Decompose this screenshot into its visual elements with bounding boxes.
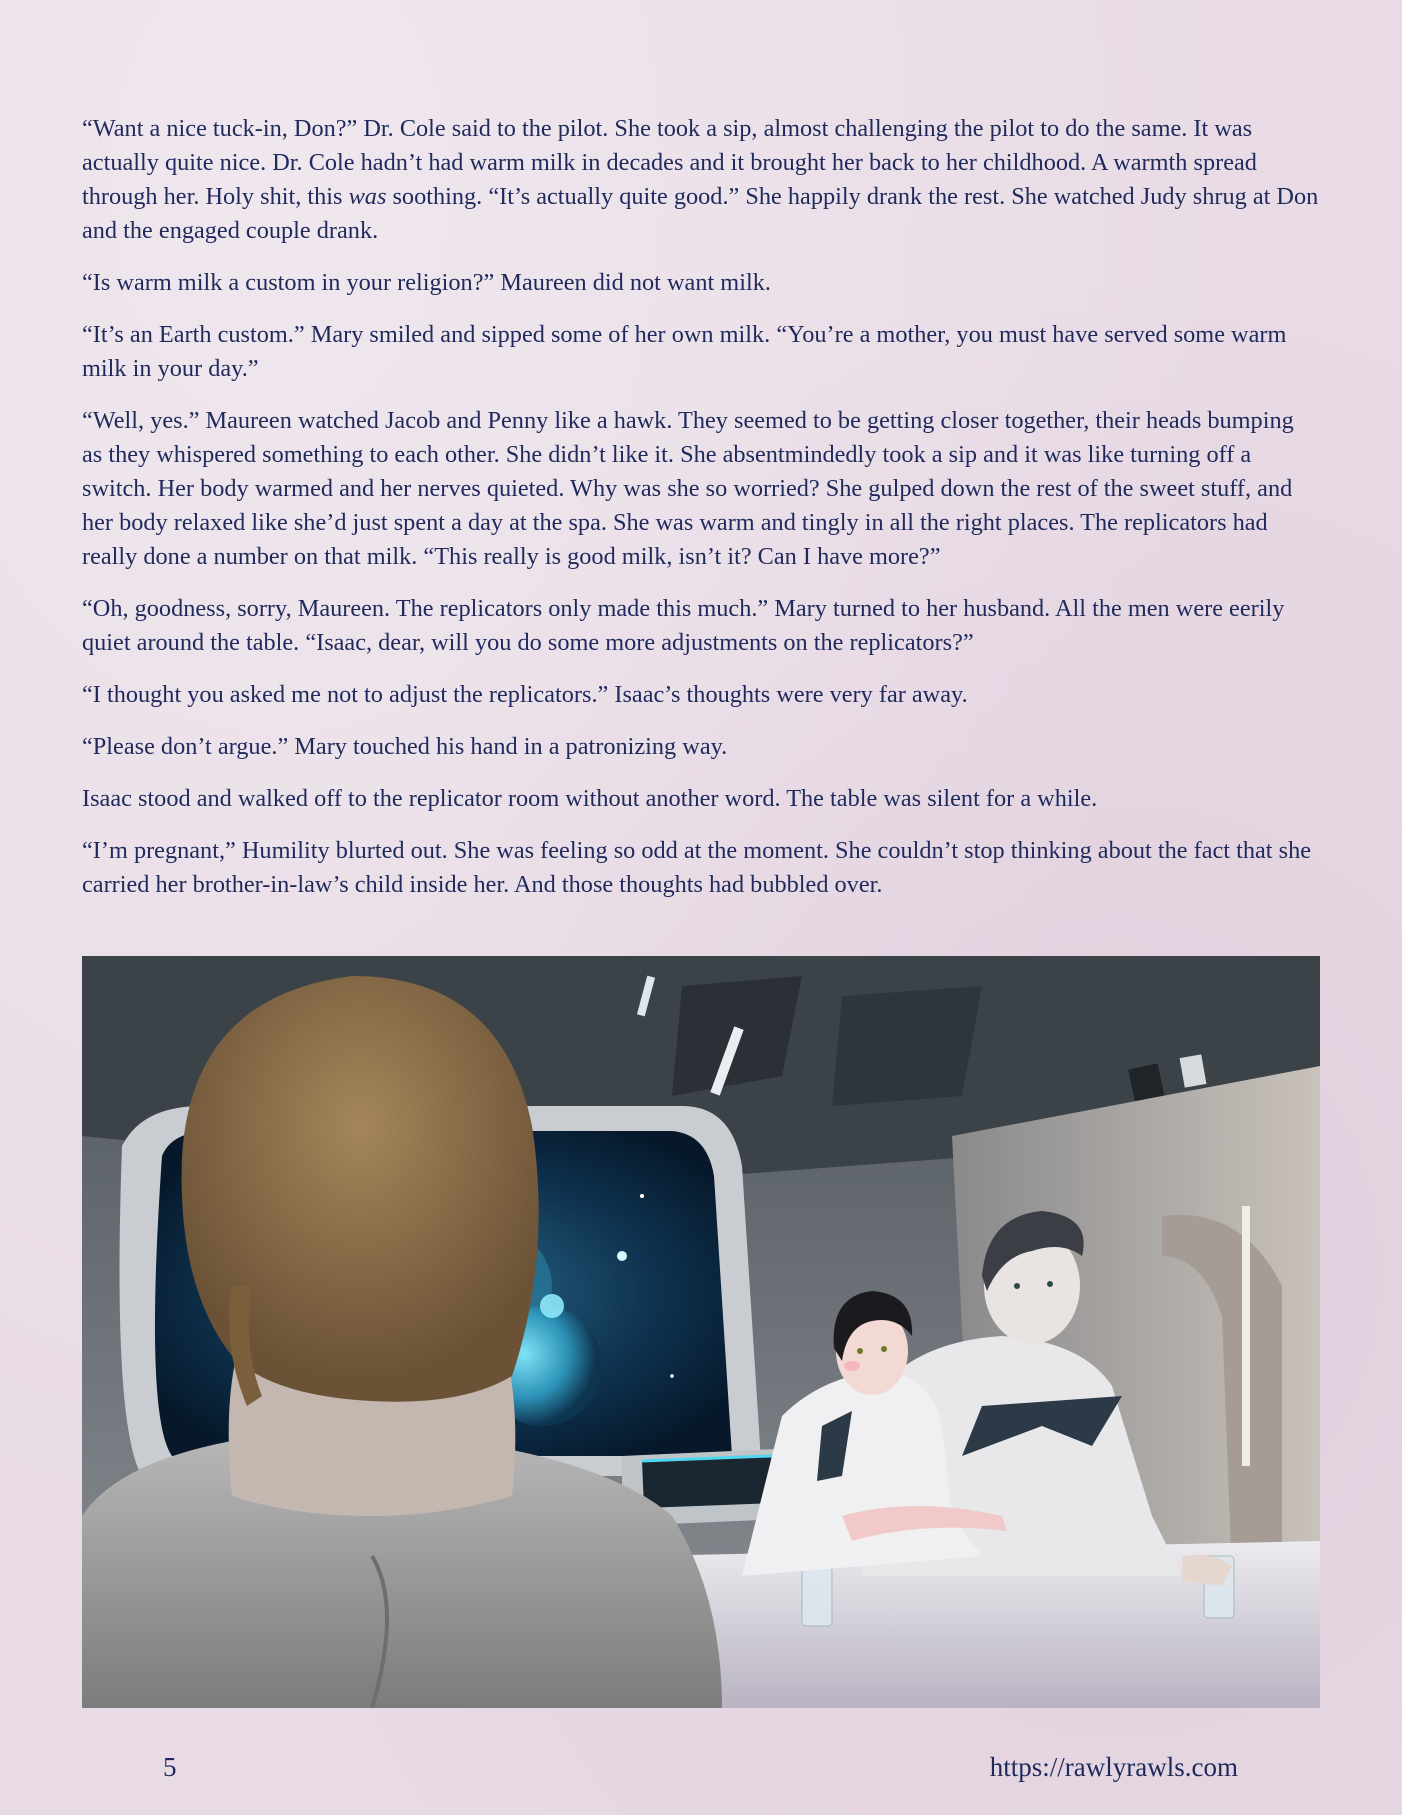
- story-paragraph: [82, 112, 1320, 248]
- story-paragraph: [82, 834, 1320, 902]
- glass: [802, 1566, 832, 1626]
- story-paragraph: [82, 782, 1320, 816]
- story-paragraph: [82, 404, 1320, 574]
- paragraph-text: “Is warm milk a custom in your religion?” Maureen did not want milk.: [82, 269, 771, 296]
- paragraph-text: “Oh, goodness, sorry, Maureen. The replicators only made this much.” Mary turned to her husband. All the men were eerily quiet around the table. “Isaac, dear, will you do some more adjustments on the replicators?”: [82, 595, 1285, 656]
- footer-url[interactable]: https://rawlyrawls.com: [989, 1752, 1238, 1782]
- page-number: 5: [163, 1752, 177, 1782]
- paragraph-text: “Want a nice tuck-in, Don?” Dr. Cole said to the pilot. She took a sip, almost challenging the pilot to do the same. It was actually quite nice. Dr. Cole hadn’t had warm milk in decades and it brought her back to her childhood. A warmth spread through her. Holy shit, this: [82, 115, 1257, 210]
- story-text: [82, 112, 1320, 920]
- paragraph-text: “I thought you asked me not to adjust the replicators.” Isaac’s thoughts were very far away.: [82, 681, 968, 708]
- story-paragraph: [82, 592, 1320, 660]
- paragraph-text: “I’m pregnant,” Humility blurted out. She was feeling so odd at the moment. She couldn’t stop thinking about the fact that she carried her brother-in-law’s child inside her. And those thoughts had bubbled over.: [82, 837, 1311, 898]
- italic-text: was: [348, 183, 387, 210]
- paragraph-text: “Please don’t argue.” Mary touched his hand in a patronizing way.: [82, 733, 728, 760]
- story-illustration: [82, 956, 1320, 1708]
- paragraph-text: “Well, yes.” Maureen watched Jacob and Penny like a hawk. They seemed to be getting closer together, their heads bumping as they whispered something to each other. She didn’t like it. She absentmindedly took a sip and it was like turning off a switch. Her body warmed and her nerves quieted. Why was she so worried? She gulped down the rest of the sweet stuff, and her body relaxed like she’d just spent a day at the spa. She was warm and tingly in all the right places. The replicators had really done a number on that milk. “This really is good milk, isn’t it? Can I have more?”: [82, 407, 1294, 570]
- paragraph-text: Isaac stood and walked off to the replicator room without another word. The table was silent for a while.: [82, 785, 1098, 812]
- paragraph-text: “It’s an Earth custom.” Mary smiled and sipped some of her own milk. “You’re a mother, you must have served some warm milk in your day.”: [82, 321, 1287, 382]
- illustration-art: [82, 956, 1320, 1708]
- story-paragraph: [82, 266, 1320, 300]
- story-paragraph: [82, 730, 1320, 764]
- story-paragraph: [82, 678, 1320, 712]
- story-paragraph: [82, 318, 1320, 386]
- paragraph-text: soothing. “It’s actually quite good.” She happily drank the rest. She watched Judy shrug at Don and the engaged couple drank.: [82, 183, 1319, 244]
